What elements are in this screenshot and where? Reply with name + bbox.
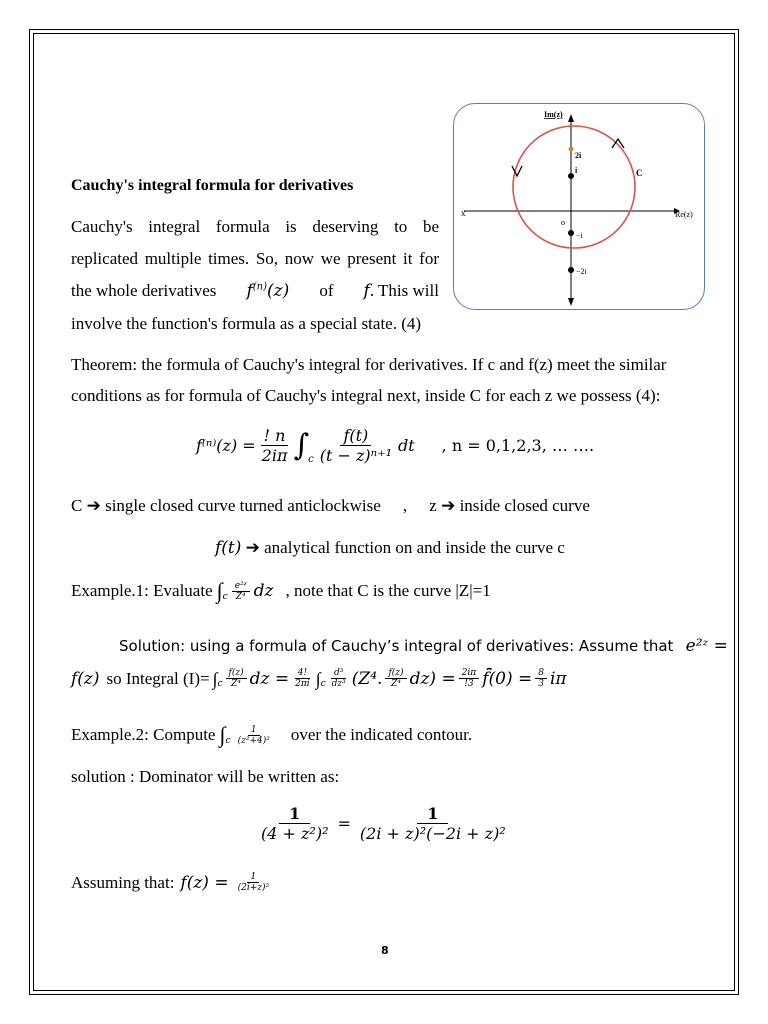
definition-f-symbol: f(t)	[215, 538, 242, 558]
point-2i	[569, 147, 574, 152]
solution-1-line-2	[71, 668, 567, 689]
example-2-prefix: Example.2: Compute	[71, 725, 216, 744]
example-1-denominator: Z⁴	[235, 591, 246, 602]
section-heading: Cauchy's integral formula for derivatives	[71, 177, 354, 194]
curve-c-label: C	[636, 168, 643, 178]
solution-1-result-coefficient	[459, 668, 480, 689]
equation-sign: =	[337, 814, 351, 833]
point-minus-2i	[568, 267, 574, 273]
result-coefficient-numerator: 2iπ	[459, 668, 480, 679]
intro-line-3-text-b: of	[319, 281, 334, 300]
integrand-denominator: (t − z)ⁿ⁺¹	[319, 446, 392, 465]
equation-left-denominator: (4 + z²)²	[261, 824, 329, 843]
derivative-denominator: dz³	[331, 679, 346, 689]
tick-minus-i-label: −i	[576, 231, 583, 240]
imaginary-axis-arrow-icon	[568, 114, 574, 122]
function-f: f	[363, 281, 370, 301]
assuming-numerator: 1	[247, 872, 259, 883]
point-i	[568, 173, 574, 179]
solution-1-integral-label: so Integral (I)=	[106, 668, 210, 688]
solution-1-factorial-fraction	[292, 668, 313, 689]
re-axis-label: Re(z)	[675, 210, 693, 219]
example-1-integral-subscript: c	[222, 592, 228, 602]
cauchy-derivative-formula	[196, 426, 594, 465]
fraction-1-denominator: Z⁴	[231, 679, 242, 689]
assuming-prefix: Assuming that:	[71, 872, 175, 892]
result-denominator: 3	[538, 679, 544, 689]
contour-diagram	[454, 104, 704, 309]
example-1-prefix: Example.1: Evaluate	[71, 581, 213, 600]
definition-c: C ➔ single closed curve turned anticlockwise	[71, 496, 381, 515]
formula-n-values: , n = 0,1,2,3, … ….	[441, 436, 595, 455]
solution-1-derivative-operator	[329, 668, 349, 689]
result-numerator: 8	[535, 668, 547, 679]
solution-1-paren-close: dz) =	[409, 668, 456, 689]
formula-lhs: f⁽ⁿ⁾(z) =	[196, 436, 256, 455]
tick-i-label: i	[575, 166, 578, 175]
example-1-numerator: e²ᶻ	[232, 581, 250, 592]
fraction-2-denominator: Z⁴	[391, 679, 401, 689]
result-coefficient-denominator: !3	[464, 679, 474, 689]
definition-f-line	[215, 538, 565, 558]
example-1-integral-sign: ∫	[216, 578, 223, 603]
solution-1-result-tail: iπ	[550, 668, 567, 689]
definition-separator: ,	[402, 496, 408, 515]
solution-1-third-derivative: f̈̇(0) =	[482, 668, 533, 689]
solution-1-paren-open: (Z⁴.	[351, 668, 383, 689]
assuming-fraction	[235, 872, 273, 893]
equation-left-numerator: 1	[279, 804, 310, 824]
derivative-symbol: $f^{(n)}(z)$	[246, 281, 290, 301]
coefficient-numerator: ! n	[261, 426, 289, 446]
formula-differential: dt	[398, 436, 415, 455]
point-minus-i	[568, 230, 574, 236]
intro-line-2: replicated multiple times. So, now we present it for	[71, 249, 439, 268]
derivative-numerator: d³	[331, 668, 346, 679]
assuming-lhs: f(z) =	[180, 872, 229, 893]
example-1-suffix: , note that C is the curve |Z|=1	[285, 581, 491, 600]
example-2-denominator: (z²+4)²	[237, 735, 270, 746]
integrand-numerator: f(t)	[340, 426, 371, 446]
definition-z: z ➔ inside closed curve	[429, 496, 590, 515]
solution-1-fz: f(z)	[71, 668, 100, 689]
origin-label: o	[561, 218, 565, 227]
intro-line-1: Cauchy's integral formula is deserving to be	[71, 217, 439, 236]
assuming-denominator: (2i+z)²	[237, 883, 270, 893]
solution-1-result-fraction	[535, 668, 547, 689]
solution-1-integral-sign-2: ∫	[315, 668, 321, 689]
intro-line-3-text-c: . This will	[369, 281, 439, 300]
solution-1-integral-sign-1: ∫	[212, 668, 218, 689]
solution-2-line: solution : Dominator will be written as:	[71, 767, 340, 786]
coefficient-denominator: 2iπ	[261, 446, 288, 465]
formula-coefficient	[259, 426, 291, 465]
example-2	[71, 724, 472, 746]
factorial-denominator: 2πi	[295, 679, 310, 689]
definition-c-line	[71, 496, 590, 516]
denominator-equation	[258, 804, 509, 843]
equation-right-numerator: 1	[417, 804, 448, 824]
solution-1-subscript-1: c	[217, 679, 223, 689]
intro-line-3	[71, 281, 439, 301]
example-2-integral-subscript: c	[225, 736, 231, 746]
imaginary-axis-down-arrow-icon	[568, 298, 574, 306]
fraction-2-numerator: f(z)	[385, 668, 406, 679]
fraction-1-numerator: f(z)	[226, 668, 247, 679]
theorem-line-1: Theorem: the formula of Cauchy's integral for derivatives. If c and f(z) meet the similar	[71, 355, 667, 374]
solution-1-text: Solution: using a formula of Cauchy’s integral of derivatives: Assume that	[119, 637, 674, 655]
solution-1-exponential: e²ᶻ =	[685, 636, 728, 656]
x-axis-label: x	[461, 208, 466, 218]
solution-1-line-1	[119, 636, 728, 656]
example-2-numerator: 1	[248, 725, 260, 736]
contour-figure	[453, 103, 705, 310]
example-2-integrand	[235, 725, 273, 746]
integral-sign: ∫	[293, 427, 310, 463]
page-number: 8	[381, 944, 389, 957]
intro-line-4: involve the function's formula as a special state. (4)	[71, 314, 422, 333]
solution-1-fraction-1	[226, 668, 247, 689]
solution-1-fraction-2	[385, 668, 406, 689]
factorial-numerator: 4!	[295, 668, 310, 679]
equation-right-fraction	[357, 804, 509, 843]
contour-circle	[513, 126, 635, 248]
example-1-integrand	[232, 581, 250, 602]
assuming-line	[71, 872, 272, 893]
tick-2i-label: 2i	[575, 151, 582, 160]
solution-1-subscript-2: c	[320, 679, 326, 689]
example-2-suffix: over the indicated contour.	[290, 725, 473, 744]
theorem-line-2: conditions as for formula of Cauchy's integral next, inside C for each z we possess (4):	[71, 386, 661, 405]
formula-integrand	[317, 426, 395, 465]
example-2-integral-sign: ∫	[219, 722, 226, 747]
example-1	[71, 580, 491, 602]
example-1-differential: dz	[253, 581, 274, 601]
equation-left-fraction	[258, 804, 332, 843]
equation-right-denominator: (2i + z)²(−2i + z)²	[359, 824, 506, 843]
tick-minus-2i-label: −2i	[576, 267, 587, 276]
integral-subscript: c	[308, 454, 314, 465]
intro-line-3-text-a: the whole derivatives	[71, 281, 217, 300]
im-axis-label: Im(z)	[544, 110, 563, 119]
definition-f-text: ➔ analytical function on and inside the curve c	[245, 538, 565, 557]
solution-1-dz-1: dz =	[249, 668, 290, 689]
